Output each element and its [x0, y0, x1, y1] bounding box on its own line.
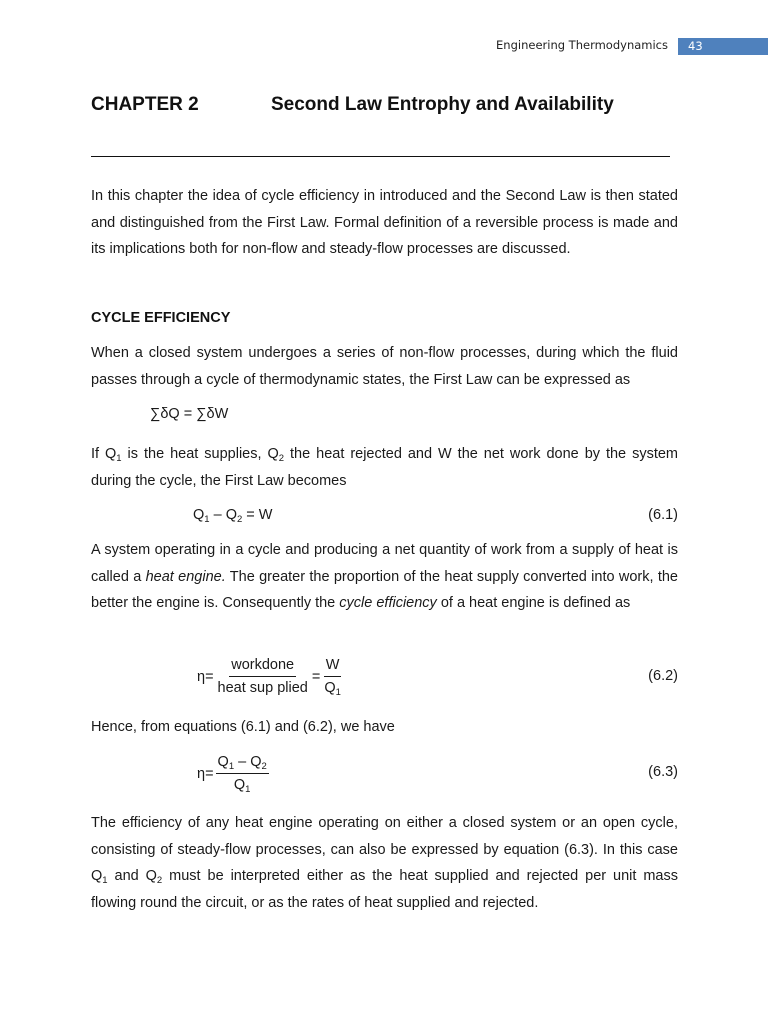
- eq3-numerator: [216, 753, 269, 774]
- paragraph-heat-engine: [91, 537, 678, 617]
- paragraph-hence: Hence, from equations (6.1) and (6.2), we have: [91, 719, 395, 735]
- eq3-equals: =: [205, 765, 214, 782]
- p5-sub-2: 2: [156, 875, 163, 886]
- eq1-sub-2: 2: [236, 514, 243, 525]
- equation-6-2: [197, 656, 345, 697]
- fraction-w-over-q1: [322, 656, 343, 697]
- eq3-num-q1: Q: [217, 754, 229, 770]
- p3-text-c: of a heat engine is defined as: [436, 595, 631, 611]
- paragraph-closed-system: When a closed system undergoes a series of non-flow processes, during which the fluid passes through a cycle of thermodynamic states, the First Law can be expressed as: [91, 345, 678, 388]
- eq1-equals-w: = W: [242, 507, 273, 523]
- page-number: 43: [678, 38, 768, 55]
- eq2-denominator-2: [322, 677, 343, 697]
- eq2-denominator-1: heat sup plied: [217, 680, 308, 696]
- p5-text-a: The efficiency of any heat engine operating on either a closed system or an open cycle, consisting of steady-flow processes, can also be expressed by equation (6.3). In this case Q: [91, 815, 678, 884]
- running-title: Engineering Thermodynamics: [496, 38, 668, 52]
- eq2-equals-2: =: [311, 668, 321, 685]
- eq1-sub-1: 1: [204, 514, 210, 525]
- equation-6-1: [193, 507, 273, 523]
- equation-number-6-3: (6.3): [648, 764, 678, 780]
- eq3-num-minus-q2: – Q: [234, 754, 262, 770]
- eq3-num-sub-1: 1: [228, 761, 235, 772]
- eq2-eta: η: [197, 668, 206, 685]
- equation-6-3: [197, 753, 271, 794]
- section-heading: CYCLE EFFICIENCY: [91, 310, 231, 326]
- chapter-title: Second Law Entrophy and Availability: [271, 94, 614, 115]
- p2-sub-2: 2: [278, 453, 285, 464]
- eq2-equals-1: =: [205, 668, 214, 685]
- fraction-q1-minus-q2-over-q1: [216, 753, 269, 794]
- paragraph-efficiency-open-cycle: [91, 810, 678, 916]
- p5-sub-1: 1: [102, 875, 108, 886]
- fraction-workdone-over-heat: [216, 656, 310, 697]
- eq1-q: Q: [193, 507, 205, 523]
- equation-first-law-cycle: ∑δQ = ∑δW: [150, 406, 229, 422]
- p3-italic-cycle-efficiency: cycle efficiency: [339, 595, 437, 611]
- equation-number-6-1: (6.1): [648, 507, 678, 523]
- p3-italic-heat-engine: heat engine.: [145, 568, 226, 585]
- eq1-minus-q: – Q: [209, 507, 237, 523]
- equation-number-6-2: (6.2): [648, 668, 678, 684]
- chapter-label: CHAPTER 2: [91, 94, 199, 115]
- eq2-numerator-1: workdone: [229, 656, 296, 677]
- p2-sub-1: 1: [116, 453, 122, 464]
- p5-text-b: and Q: [107, 868, 157, 884]
- eq3-num-sub-2: 2: [261, 761, 267, 772]
- p3-text-b: The greater the proportion of the heat supply converted into work, the better the engine is. Consequently the: [91, 568, 678, 611]
- eq2-numerator-2: W: [324, 656, 342, 677]
- eq3-den-q: Q: [233, 777, 246, 793]
- p3-text-a: A system operating in a cycle and producing a net quantity of work from a supply of heat is called a: [91, 542, 678, 585]
- p5-text-c: must be interpreted either as the heat supplied and rejected per unit mass flowing round the circuit, or as the rates of heat supplied and rejected.: [91, 868, 678, 911]
- paragraph-heat-definitions: [91, 441, 678, 494]
- p2-text-b: is the heat supplies, Q: [121, 446, 279, 462]
- eq3-eta: η: [197, 765, 206, 782]
- eq3-denominator: [232, 774, 253, 794]
- eq3-den-sub: 1: [245, 784, 251, 795]
- intro-paragraph: In this chapter the idea of cycle efficiency in introduced and the Second Law is then stated and distinguished from the First Law. Formal definition of a reversible process is made and its implications both for non-flow and steady-flow processes are discussed.: [91, 188, 678, 257]
- chapter-rule: [91, 156, 670, 157]
- p2-text-c: the heat rejected and W the net work done by the system during the cycle, the First Law becomes: [91, 446, 679, 489]
- eq2-den2-sub: 1: [335, 687, 341, 698]
- eq2-den2-q: Q: [324, 680, 336, 696]
- p2-text-a: If Q: [91, 446, 117, 462]
